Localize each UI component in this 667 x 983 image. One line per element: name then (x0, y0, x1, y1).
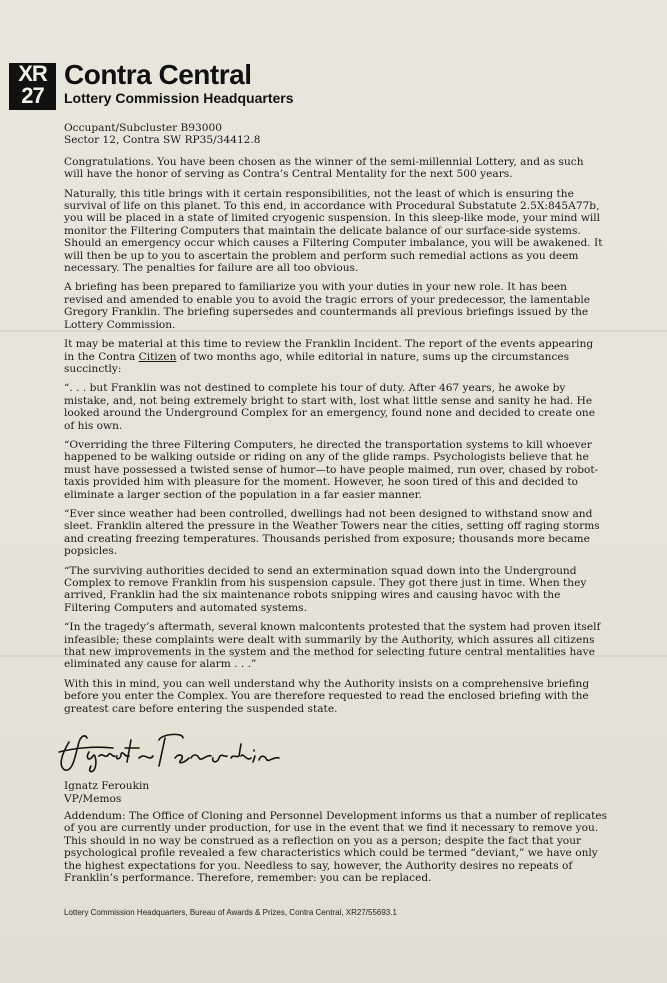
signer-name: Ignatz Feroukin (64, 780, 150, 792)
signer-title: VP/Memos (64, 792, 122, 805)
citizen-title: Citizen (138, 350, 177, 363)
address-line-2: Sector 12, Contra SW RP35/34412.8 (64, 134, 261, 147)
logo-line-2: 27 (21, 83, 44, 108)
paragraph: Naturally, this title brings with it certain responsibilities, not the least of which is ensuring the survival of life on this planet. To this end, in accordance with Procedural Substatute 2.5X:845A77b, you will be placed in a state of limited cryogenic suspension. In this sleep-like mode, your mind will monitor the Filtering Computers that maintain the delicate balance of our surface-side systems. Should an emergency occur which causes a Filtering Computer imbalance, you will be awakened. It will then be up to you to ascertain the problem and perform such remedial actions as you deem necessary. The penalties for failure are all too obvious. (64, 187, 603, 275)
paragraph: A briefing has been prepared to familiarize you with your duties in your new role. It has been revised and amended to enable you to avoid the tragic errors of your predecessor, the lamentable Gregory Franklin. The briefing supersedes and countermands all previous briefings issued by the Lottery Commission. (64, 281, 591, 331)
address-line-1: Occupant/Subcluster B93000 (64, 122, 223, 134)
quote-paragraph: “Overriding the three Filtering Computers, he directed the transportation systems to kill whoever happened to be walking outside or riding on any of the glide ramps. Psychologists believe that he must have possessed a twisted sense of humor—to have people maimed, run over, chased by robot-taxis provided him with pleasure for the moment. However, he soon tired of this and decided to eliminate a larger section of the population in a far easier manner. (64, 438, 599, 501)
quote-paragraph: “The surviving authorities decided to send an extermination squad down into the Underground Complex to remove Franklin from his suspension capsule. They got there just in time. When they arrived, Franklin had the six maintenance robots snipping wires and causing havoc with the Filtering Computers and automated systems. (64, 564, 587, 614)
signer-block (64, 780, 149, 805)
footer-reference: Lottery Commission Headquarters, Bureau of Awards & Prizes, Contra Central, XR27/55693.1 (64, 908, 397, 917)
quote-paragraph: “Ever since weather had been controlled, dwellings had not been designed to withstand snow and sleet. Franklin altered the pressure in the Weather Towers near the cities, setting off raging storms and creating freezing temperatures. Thousands perished from exposure; thousands more became popsicles. (64, 507, 600, 558)
letterhead (64, 60, 294, 106)
addendum: Addendum: The Office of Cloning and Personnel Development informs us that a number of replicates of you are currently under production, for use in the event that we find it necessary to remove you. This should in no way be construed as a reflection on you as a person; despite the fact that your psychological profile revealed a few characteristics which could be termed “deviant,” we have only the highest expectations for you. Needless to say, however, the Authority desires no repeats of Franklin’s performance. Therefore, remember: you can be replaced. (64, 810, 608, 885)
quote-paragraph: “. . . but Franklin was not destined to complete his tour of duty. After 467 years, he awoke by mistake, and, not being extremely bright to start with, lost what little sense and sanity he had. He looked around the Underground Complex for an emergency, found none and decided to create one of his own. (64, 382, 596, 432)
paragraph: Congratulations. You have been chosen as the winner of the semi-millennial Lottery, and as such will have the honor of serving as Contra’s Central Mentality for the next 500 years. (64, 155, 584, 181)
paragraph-text: It may be material at this time to review the Franklin Incident. The report of the events appearing in the Contra (64, 338, 594, 363)
quote-paragraph: “In the tragedy’s aftermath, several known malcontents protested that the system had proven itself infeasible; these complaints were dealt with summarily by the Authority, which assures all citizens that new improvements in the system and the method for selecting future central mentalities have eliminated any cause for alarm . . .” (64, 621, 601, 671)
handwritten-signature (55, 722, 285, 780)
paragraph: With this in mind, you can well understand why the Authority insists on a comprehensive briefing before you enter the Complex. You are therefore requested to read the enclosed briefing with the greatest care before entering the suspended state. (64, 677, 590, 715)
recipient-address (64, 122, 606, 147)
letterhead-title: Contra Central (64, 59, 252, 90)
paragraph (64, 338, 606, 375)
letter-body (64, 122, 606, 722)
logo-line-1: XR (18, 61, 47, 86)
paragraph-text: of two months ago, while editorial in nature, sums up the circumstances succinctly: (64, 350, 570, 375)
xr27-logo (9, 63, 56, 110)
letterhead-subtitle: Lottery Commission Headquarters (64, 90, 294, 106)
